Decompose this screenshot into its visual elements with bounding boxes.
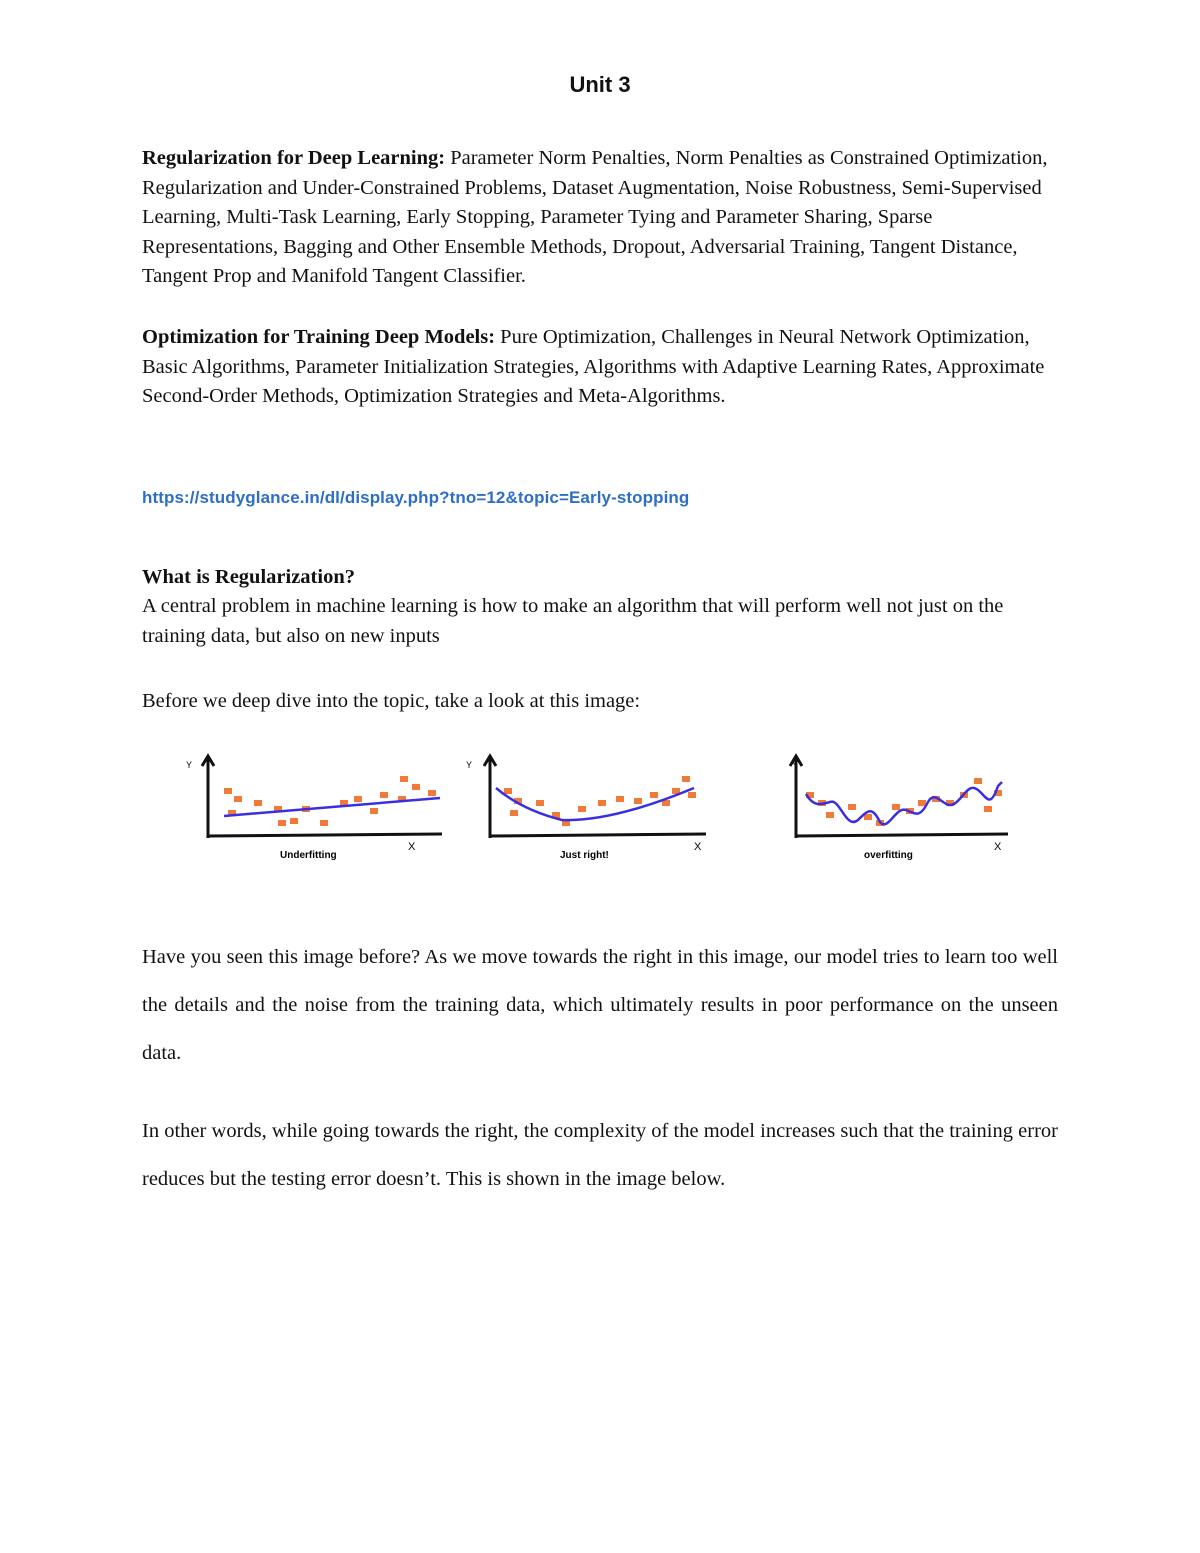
studyglance-link[interactable]: https://studyglance.in/dl/display.php?tno=12&topic=Early-stopping [142, 488, 690, 507]
x-axis [796, 834, 1008, 836]
panel-overfitting [790, 756, 1008, 861]
axis-x-label: X [694, 841, 702, 853]
axis-x-label: X [994, 841, 1002, 853]
panel-label: Just right! [560, 850, 609, 861]
panel-underfitting [186, 756, 442, 861]
paragraph-seen-image: Have you seen this image before? As we move towards the right in this image, our model tries to learn too well the details and the noise from the training data, which ultimately results in poor performance on the unseen data. [142, 946, 1058, 1064]
panel-label: Underfitting [280, 850, 337, 861]
x-axis [208, 834, 442, 836]
data-points [504, 776, 696, 826]
intro-image-text: Before we deep dive into the topic, take a look at this image: [142, 690, 641, 712]
axis-y-label: Y [186, 760, 193, 770]
question-heading: What is Regularization? [142, 566, 355, 588]
panel-just-right [466, 756, 706, 861]
paragraph-optimization-topics [142, 323, 1062, 412]
text-optimization-topics: Pure Optimization, Challenges in Neural Network Optimization, Basic Algorithms, Parameter Initialization Strategies, Algorithms with Adaptive Learning Rates, Approximate Second-Order Methods, Optimization Strategies and Meta-Algorithms. [142, 326, 1045, 407]
text-regularization-topics: Parameter Norm Penalties, Norm Penalties as Constrained Optimization, Regularization and Under-Constrained Problems, Dataset Augmentation, Noise Robustness, Semi-Supervised Learning, Multi-Task Learning, Early Stopping, Parameter Tying and Parameter Sharing, Sparse Representations, Bagging and Other Ensemble Methods, Dropout, Adversarial Training, Tangent Distance, Tangent Prop and Manifold Tangent Classifier. [142, 147, 1048, 287]
x-axis [490, 834, 706, 836]
fitting-comparison-figure [180, 748, 1040, 868]
paragraph-other-words: In other words, while going towards the right, the complexity of the model increases such that the training error reduces but the testing error doesn’t. This is shown in the image below. [142, 1120, 1058, 1190]
axis-x-label: X [408, 841, 416, 853]
panel-label: overfitting [864, 850, 913, 861]
fit-curve [806, 782, 1002, 824]
axis-y-label: Y [466, 760, 473, 770]
paragraph-regularization-topics [142, 144, 1062, 292]
answer-paragraph: A central problem in machine learning is how to make an algorithm that will perform well not just on the training data, but also on new inputs [142, 595, 1004, 647]
heading-regularization: Regularization for Deep Learning: [142, 147, 446, 169]
heading-optimization: Optimization for Training Deep Models: [142, 326, 496, 348]
page-title: Unit 3 [569, 72, 631, 97]
axis-y-label: Y [792, 760, 799, 770]
